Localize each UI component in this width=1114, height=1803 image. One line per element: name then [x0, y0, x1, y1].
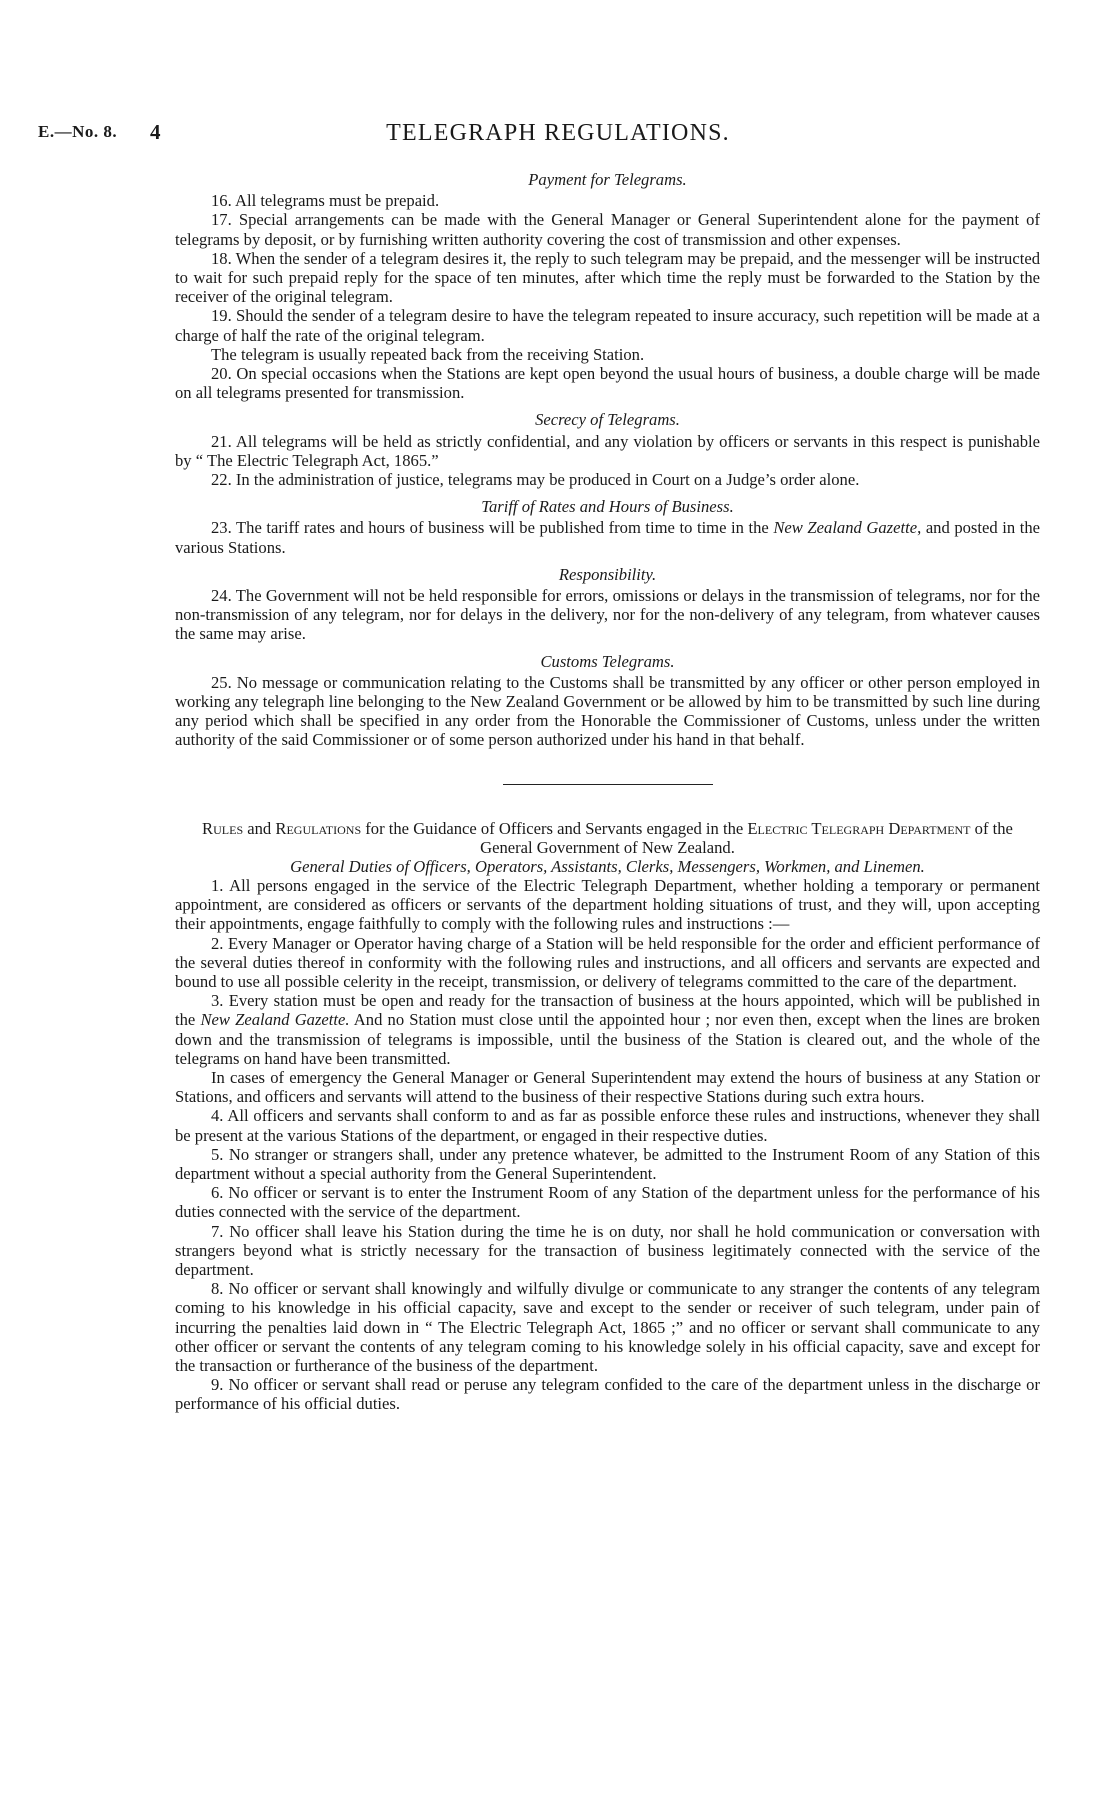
paragraph-24: 24. The Government will not be held responsible for errors, omissions or delays in the transmission of telegrams, nor for the non-transmission of any telegram, nor for delays in the delivery, nor for the non-delivery of any telegram, from whatever causes the same may arise. — [175, 586, 1040, 644]
rules-title — [175, 819, 1040, 857]
section-divider — [503, 784, 713, 785]
paragraph-20: 20. On special occasions when the Stations are kept open beyond the usual hours of business, a double charge will be made on all telegrams presented for transmission. — [175, 364, 1040, 403]
paragraph-23-text-b: , and posted in the various Stations. — [175, 518, 1040, 557]
rule-5: 5. No stranger or strangers shall, under any pretence whatever, be admitted to the Instrument Room of any Station of this department without a special authority from the General Superintendent. — [175, 1144, 1040, 1183]
rule-3 — [175, 991, 1040, 1068]
page-header — [38, 120, 1078, 150]
rules-title-part-1: Rules — [202, 818, 244, 838]
paragraph-22: 22. In the administration of justice, telegrams may be produced in Court on a Judge’s order alone. — [211, 470, 860, 490]
document-reference: E.—No. 8. — [38, 122, 118, 141]
paragraph-16: 16. All telegrams must be prepaid. — [211, 191, 440, 211]
rule-3-text-b: And no Station must close until the appointed hour ; nor even then, except when the lines are broken down and the transmission of telegrams is impossible, until the business of the Station is cleared out, and the whole of the telegrams on hand have been transmitted. — [175, 1010, 1040, 1068]
paragraph-25: 25. No message or communication relating to the Customs shall be transmitted by any officer or other person employed in working any telegraph line belonging to the New Zealand Government or be allowed by him to be transmitted by such line during any period which shall be specified in any order from the Honorable the Commissioner of Customs, unless under the written authority of the said Commissioner or of some person authorized under his hand in that behalf. — [175, 672, 1040, 750]
running-title: TELEGRAPH REGULATIONS. — [386, 120, 730, 146]
rules-title-part-3: Regulations — [275, 818, 362, 838]
paragraph-21: 21. All telegrams will be held as strictly confidential, and any violation by officers or servants in this respect is punishable by “ The Electric Telegraph Act, 1865.” — [175, 431, 1040, 470]
general-duties-heading: General Duties of Officers, Operators, Assistants, Clerks, Messengers, Workmen, and Linemen. — [290, 856, 925, 876]
rule-1: 1. All persons engaged in the service of the Electric Telegraph Department, whether holding a temporary or permanent appointment, are considered as officers or servants of the department holding situations of trust, and they will, upon accepting their appointments, engage faithfully to comply with the following rules and instructions :— — [175, 875, 1040, 934]
section-heading-payment: Payment for Telegrams. — [528, 170, 687, 189]
page-number: 4 — [150, 120, 161, 144]
paragraph-18: 18. When the sender of a telegram desires it, the reply to such telegram may be prepaid, and the messenger will be instructed to wait for such prepaid reply for the space of ten minutes, after which time the reply must be forwarded to the Station by the receiver of the original telegram. — [175, 248, 1040, 307]
rules-title-part-6: of the General Government of New Zealand. — [480, 818, 1013, 857]
section-heading-secrecy: Secrecy of Telegrams. — [535, 410, 680, 430]
section-heading-tariff: Tariff of Rates and Hours of Business. — [481, 497, 734, 517]
section-heading-customs: Customs Telegrams. — [540, 651, 675, 671]
rule-9: 9. No officer or servant shall read or peruse any telegram confided to the care of the department unless in the discharge or performance of his official duties. — [175, 1375, 1040, 1414]
rules-title-part-2: and — [243, 818, 276, 838]
rule-3-text-a: 3. Every station must be open and ready for the transaction of business at the hours appointed, which will be published in the — [175, 991, 1040, 1030]
paragraph-19: 19. Should the sender of a telegram desire to have the telegram repeated to insure accuracy, such repetition will be made at a charge of half the rate of the original telegram. — [175, 306, 1040, 345]
rule-8: 8. No officer or servant shall knowingly and wilfully divulge or communicate to any stranger the contents of any telegram coming to his knowledge in his official capacity, save and except to the sender or receiver of such telegram, under pain of incurring the penalties laid down in “ The Electric Telegraph Act, 1865 ;” and no officer or servant shall communicate to any other officer or servant the contents of any telegram coming to his knowledge solely in his official capacity, save and except for the transaction or furtherance of the business of the department. — [175, 1279, 1040, 1375]
section-heading-responsibility: Responsibility. — [558, 564, 657, 584]
rule-4: 4. All officers and servants shall conform to and as far as possible enforce these rules and instructions, whenever they shall be present at the various Stations of the department, or engaged in their respective duties. — [175, 1106, 1040, 1145]
rules-title-part-4: for the Guidance of Officers and Servants engaged in the — [361, 818, 748, 838]
paragraph-17: 17. Special arrangements can be made with the General Manager or General Superintendent alone for the payment of telegrams by deposit, or by furnishing written authority covering the cost of transmission and other expenses. — [175, 210, 1040, 249]
rule-6: 6. No officer or servant is to enter the Instrument Room of any Station of the department unless for the performance of his duties connected with the service of the department. — [175, 1183, 1040, 1222]
paragraph-23 — [175, 518, 1040, 556]
rule-2: 2. Every Manager or Operator having charge of a Station will be held responsible for the order and efficient performance of the several duties thereof in conformity with the following rules and instructions, and all officers and servants are expected and bound to use all possible celerity in the receipt, transmission, or delivery of telegrams committed to the care of the department. — [175, 933, 1040, 991]
rules-title-part-5: Electric Telegraph Department — [747, 818, 971, 838]
rule-7: 7. No officer shall leave his Station during the time he is on duty, nor shall he hold communication or conversation with strangers beyond what is strictly necessary for the transaction of business legitimately connected with the service of the department. — [175, 1221, 1040, 1279]
paragraph-19-continued: The telegram is usually repeated back from the receiving Station. — [211, 344, 645, 364]
page-body — [175, 170, 1040, 1414]
paragraph-23-text-a: 23. The tariff rates and hours of business will be published from time to time in the — [211, 518, 774, 538]
rule-3-continued: In cases of emergency the General Manager or General Superintendent may extend the hours of business at any Station or Stations, and officers and servants will attend to the business of their respective Stations during such extra hours. — [175, 1067, 1040, 1107]
gazette-title: New Zealand Gazette — [773, 518, 918, 538]
rule-3-gazette: New Zealand Gazette. — [200, 1010, 350, 1030]
